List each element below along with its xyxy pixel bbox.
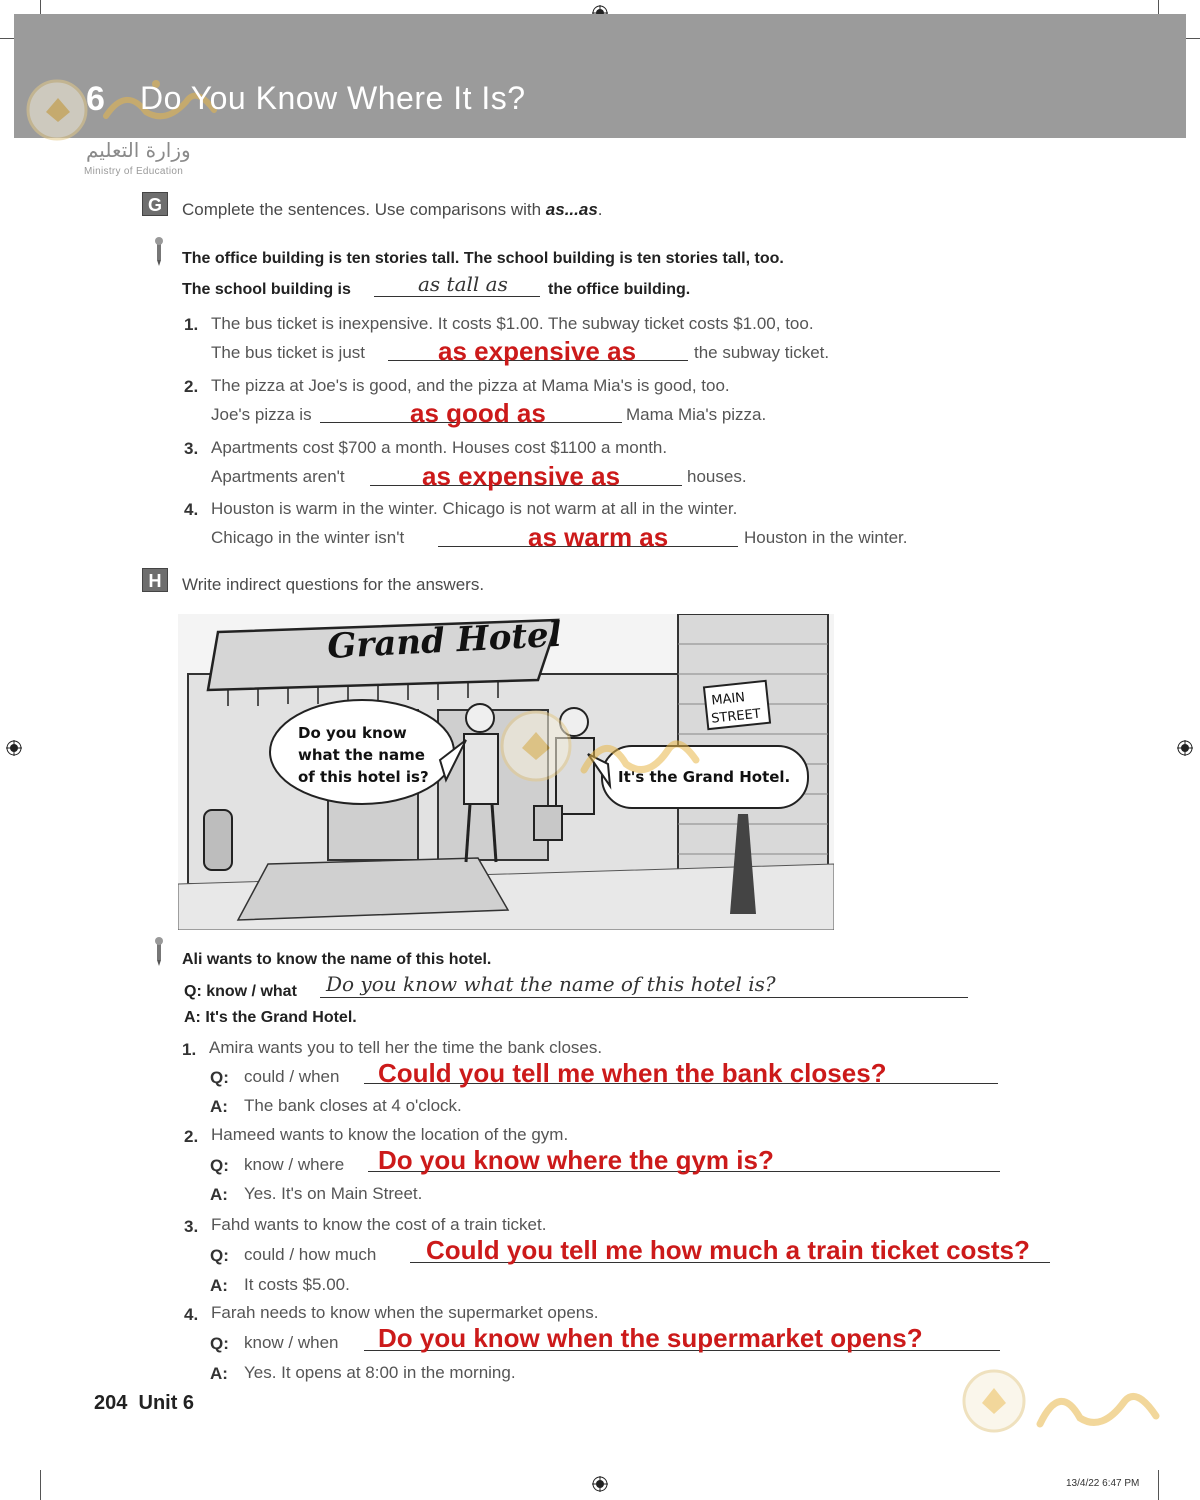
item-answer: as good as	[410, 398, 546, 428]
item-sentence: The pizza at Joe's is good, and the pizza at Mama Mia's is good, too.	[211, 376, 730, 395]
section-badge-h: H	[142, 568, 168, 592]
registration-mark-icon	[592, 1476, 608, 1492]
item-before: Apartments aren't	[211, 467, 345, 486]
hotel-sign-text: Grand Hotel	[326, 614, 563, 667]
item-before: The bus ticket is just	[211, 343, 366, 362]
registration-mark-icon	[6, 740, 22, 756]
bubble-right-text: It's the Grand Hotel.	[618, 768, 791, 786]
bubble-left-line3: of this hotel is?	[298, 768, 429, 786]
bubble-left-line1: Do you know	[298, 724, 407, 742]
item-answer: Do you know when the supermarket opens?	[378, 1323, 923, 1353]
a-label: A:	[210, 1185, 228, 1204]
crop-mark	[40, 1470, 41, 1500]
page-footer: 204 Unit 6	[94, 1392, 195, 1414]
section-h-instruction: Write indirect questions for the answers.	[182, 575, 485, 594]
watermark-center-logo-icon	[496, 700, 706, 790]
example-answer: as tall as	[418, 272, 508, 296]
a-label: A:	[210, 1364, 228, 1383]
h-example-q-label: Q: know / what	[184, 983, 297, 1000]
item-sentence: The bus ticket is inexpensive. It costs $1.00. The subway ticket costs $1.00, too.	[211, 314, 814, 333]
h-example-prompt: Ali wants to know the name of this hotel.	[182, 951, 492, 968]
a-text: Yes. It's on Main Street.	[244, 1184, 423, 1203]
item-before: Joe's pizza is	[211, 405, 312, 424]
pencil-icon	[154, 236, 164, 266]
example-sentence: The office building is ten stories tall. The school building is ten stories tall, too.	[182, 250, 784, 267]
a-label: A:	[210, 1097, 228, 1116]
example-before: The school building is	[182, 281, 351, 298]
registration-mark-icon	[1177, 740, 1193, 756]
item-answer: as warm as	[528, 522, 669, 552]
item-number: 3.	[184, 1217, 199, 1236]
item-before: Chicago in the winter isn't	[211, 528, 405, 547]
answer-blank	[320, 997, 968, 998]
street-sign-line1: MAIN	[710, 690, 746, 709]
watermark-footer-logo-icon	[960, 1366, 1170, 1436]
item-prompt: Amira wants you to tell her the time the bank closes.	[209, 1038, 603, 1057]
unit-title: Do You Know Where It Is?	[140, 80, 526, 116]
item-answer: as expensive as	[422, 461, 621, 491]
q-cue: know / where	[244, 1155, 345, 1174]
item-number: 4.	[184, 1305, 199, 1324]
item-number: 2.	[184, 1127, 199, 1146]
watermark-logo-icon	[24, 78, 90, 142]
crop-mark	[1158, 1470, 1159, 1500]
item-answer: as expensive as	[438, 336, 637, 366]
item-number: 3.	[184, 439, 199, 458]
ministry-name-arabic: وزارة التعليم	[86, 138, 191, 162]
q-label: Q:	[210, 1334, 229, 1353]
item-prompt: Farah needs to know when the supermarket opens.	[211, 1303, 599, 1322]
item-answer: Could you tell me how much a train ticket costs?	[426, 1235, 1030, 1265]
ministry-name-english: Ministry of Education	[84, 166, 184, 177]
item-after: Mama Mia's pizza.	[626, 405, 767, 424]
street-sign-line2: STREET	[710, 706, 762, 727]
a-text: It costs $5.00.	[244, 1275, 350, 1294]
item-prompt: Hameed wants to know the location of the gym.	[211, 1125, 569, 1144]
bubble-left-line2: what the name	[298, 746, 425, 764]
q-label: Q:	[210, 1246, 229, 1265]
item-after: Houston in the winter.	[744, 528, 908, 547]
item-prompt: Fahd wants to know the cost of a train ticket.	[211, 1215, 547, 1234]
item-after: the subway ticket.	[694, 343, 830, 362]
example-after: the office building.	[548, 281, 691, 298]
item-sentence: Apartments cost $700 a month. Houses cost $1100 a month.	[211, 438, 668, 457]
print-timestamp: 13/4/22 6:47 PM	[1066, 1478, 1140, 1489]
a-text: The bank closes at 4 o'clock.	[244, 1096, 462, 1115]
q-cue: could / when	[244, 1067, 340, 1086]
a-text: Yes. It opens at 8:00 in the morning.	[244, 1363, 516, 1382]
h-example-answer: Do you know what the name of this hotel is?	[326, 972, 776, 996]
item-number: 4.	[184, 500, 199, 519]
a-label: A:	[210, 1276, 228, 1295]
pencil-icon	[154, 936, 164, 966]
item-answer: Do you know where the gym is?	[378, 1145, 774, 1175]
item-after: houses.	[687, 467, 747, 486]
unit-number: 6	[86, 80, 105, 118]
q-label: Q:	[210, 1068, 229, 1087]
item-sentence: Houston is warm in the winter. Chicago is not warm at all in the winter.	[211, 499, 738, 518]
section-g-instruction: Complete the sentences. Use comparisons with as...as.	[182, 200, 603, 219]
h-example-a-line: A: It's the Grand Hotel.	[184, 1009, 357, 1026]
q-cue: know / when	[244, 1333, 339, 1352]
q-cue: could / how much	[244, 1245, 377, 1264]
item-answer: Could you tell me when the bank closes?	[378, 1058, 887, 1088]
q-label: Q:	[210, 1156, 229, 1175]
item-number: 1.	[182, 1040, 197, 1059]
section-badge-g: G	[142, 192, 168, 216]
item-number: 1.	[184, 315, 199, 334]
answer-blank	[374, 296, 540, 297]
item-number: 2.	[184, 377, 199, 396]
